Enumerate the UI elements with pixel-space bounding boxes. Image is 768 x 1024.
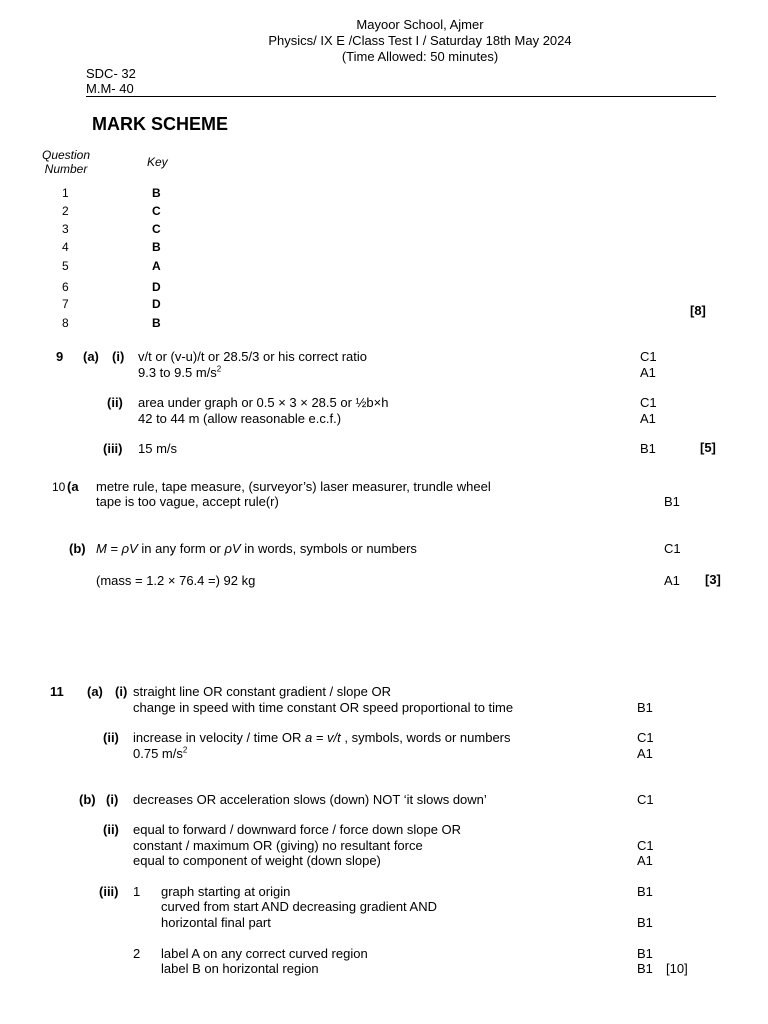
- mcq-row-number: 3: [62, 222, 69, 236]
- subpart-label: (ii): [107, 395, 123, 410]
- answer-line: 15 m/s: [138, 441, 178, 456]
- part-label: (a: [67, 479, 79, 494]
- mark: B1: [637, 700, 653, 715]
- answer-line: label A on any correct curved region: [161, 946, 368, 961]
- item-number: 2: [133, 946, 141, 961]
- mark: C1: [637, 838, 654, 853]
- mcq-row-key: B: [152, 316, 161, 330]
- question-number: 9: [56, 349, 64, 364]
- header-divider: [86, 96, 716, 97]
- mcq-row-number: 8: [62, 316, 69, 330]
- answer-line: increase in velocity / time OR a = v/t , symbols, words or numbers: [133, 730, 511, 745]
- answer-line: v/t or (v-u)/t or 28.5/3 or his correct ratio: [138, 349, 368, 364]
- part-label: (b): [69, 541, 86, 556]
- column-header-key: Key: [147, 155, 168, 169]
- answer-line: tape is too vague, accept rule(r): [96, 494, 279, 509]
- subpart-label: (iii): [99, 884, 119, 899]
- column-header-question: Question: [41, 148, 91, 162]
- mark: B1: [637, 915, 653, 930]
- school-name: Mayoor School, Ajmer: [356, 17, 484, 32]
- subpart-label: (ii): [103, 822, 119, 837]
- answer-line: equal to forward / downward force / force down slope OR: [133, 822, 462, 837]
- mark: B1: [640, 441, 656, 456]
- mark: B1: [637, 961, 653, 976]
- subpart-label: (iii): [103, 441, 123, 456]
- subpart-label: (i): [112, 349, 125, 364]
- part-label: (a): [87, 684, 103, 699]
- mark: B1: [637, 884, 653, 899]
- answer-line: horizontal final part: [161, 915, 271, 930]
- page-title: MARK SCHEME: [92, 114, 229, 134]
- part-label: (b): [79, 792, 96, 807]
- mark: A1: [637, 746, 653, 761]
- mcq-row-number: 1: [62, 186, 69, 200]
- subpart-label: (i): [106, 792, 119, 807]
- answer-line: 0.75 $m/s^2$: [133, 745, 188, 761]
- answer-line: decreases OR acceleration slows (down) NOT ‘it slows down’: [133, 792, 487, 807]
- answer-line: area under graph or 0.5 × 3 × 28.5 or ½b×h: [138, 395, 389, 410]
- answer-line: 42 to 44 m (allow reasonable e.c.f.): [138, 411, 342, 426]
- answer-line: metre rule, tape measure, (surveyor’s) laser measurer, trundle wheel: [96, 479, 491, 494]
- column-header-question-number: [30, 148, 102, 176]
- mark: A1: [664, 573, 680, 588]
- sdc-code: SDC- 32: [86, 66, 136, 81]
- question-number: 10: [52, 480, 66, 494]
- mark: C1: [640, 395, 657, 410]
- mcq-total-marks: [8]: [690, 303, 706, 318]
- mcq-row-number: 7: [62, 297, 69, 311]
- mark: C1: [640, 349, 657, 364]
- mcq-row-key: B: [152, 240, 161, 254]
- answer-line: M = ρV in any form or ρV in words, symbols or numbers: [96, 541, 417, 556]
- paper-subtitle: Physics/ IX E /Class Test I / Saturday 18th May 2024: [268, 33, 572, 48]
- answer-line: label B on horizontal region: [161, 961, 319, 976]
- mark: B1: [637, 946, 653, 961]
- answer-line: change in speed with time constant OR speed proportional to time: [133, 700, 514, 715]
- mark: C1: [664, 541, 681, 556]
- answer-line: constant / maximum OR (giving) no resultant force: [133, 838, 423, 853]
- mcq-row-key: D: [152, 297, 161, 311]
- mcq-row-key: A: [152, 259, 161, 273]
- question-number: 11: [50, 684, 64, 699]
- mcq-row-key: C: [152, 222, 161, 236]
- mcq-row-number: 4: [62, 240, 69, 254]
- mcq-row-number: 2: [62, 204, 69, 218]
- mark: C1: [637, 792, 654, 807]
- max-marks: M.M- 40: [86, 81, 134, 96]
- item-number: 1: [133, 884, 141, 899]
- mark: B1: [664, 494, 680, 509]
- question-total-marks: [3]: [705, 572, 721, 587]
- mcq-row-key: D: [152, 280, 161, 294]
- column-header-number: Number: [44, 162, 88, 176]
- answer-line: straight line OR constant gradient / slope OR: [133, 684, 391, 699]
- answer-line: (mass = 1.2 × 76.4 =) 92 kg: [96, 573, 256, 588]
- time-allowed: (Time Allowed: 50 minutes): [341, 49, 499, 64]
- answer-line: graph starting at origin: [161, 884, 291, 899]
- mark: C1: [637, 730, 654, 745]
- mcq-row-number: 6: [62, 280, 69, 294]
- mark: A1: [640, 365, 656, 380]
- subpart-label: (i): [115, 684, 128, 699]
- mark: A1: [637, 853, 653, 868]
- answer-line: equal to component of weight (down slope): [133, 853, 381, 868]
- subpart-label: (ii): [103, 730, 119, 745]
- part-label: (a): [83, 349, 99, 364]
- question-total-marks: [10]: [666, 961, 688, 976]
- mcq-row-key: B: [152, 186, 161, 200]
- answer-line: 9.3 to 9.5 $m/s^2$: [138, 364, 222, 380]
- mcq-row-number: 5: [62, 259, 69, 273]
- mcq-row-key: C: [152, 204, 161, 218]
- question-total-marks: [5]: [700, 440, 716, 455]
- mark: A1: [640, 411, 656, 426]
- answer-line: curved from start AND decreasing gradient AND: [161, 899, 438, 914]
